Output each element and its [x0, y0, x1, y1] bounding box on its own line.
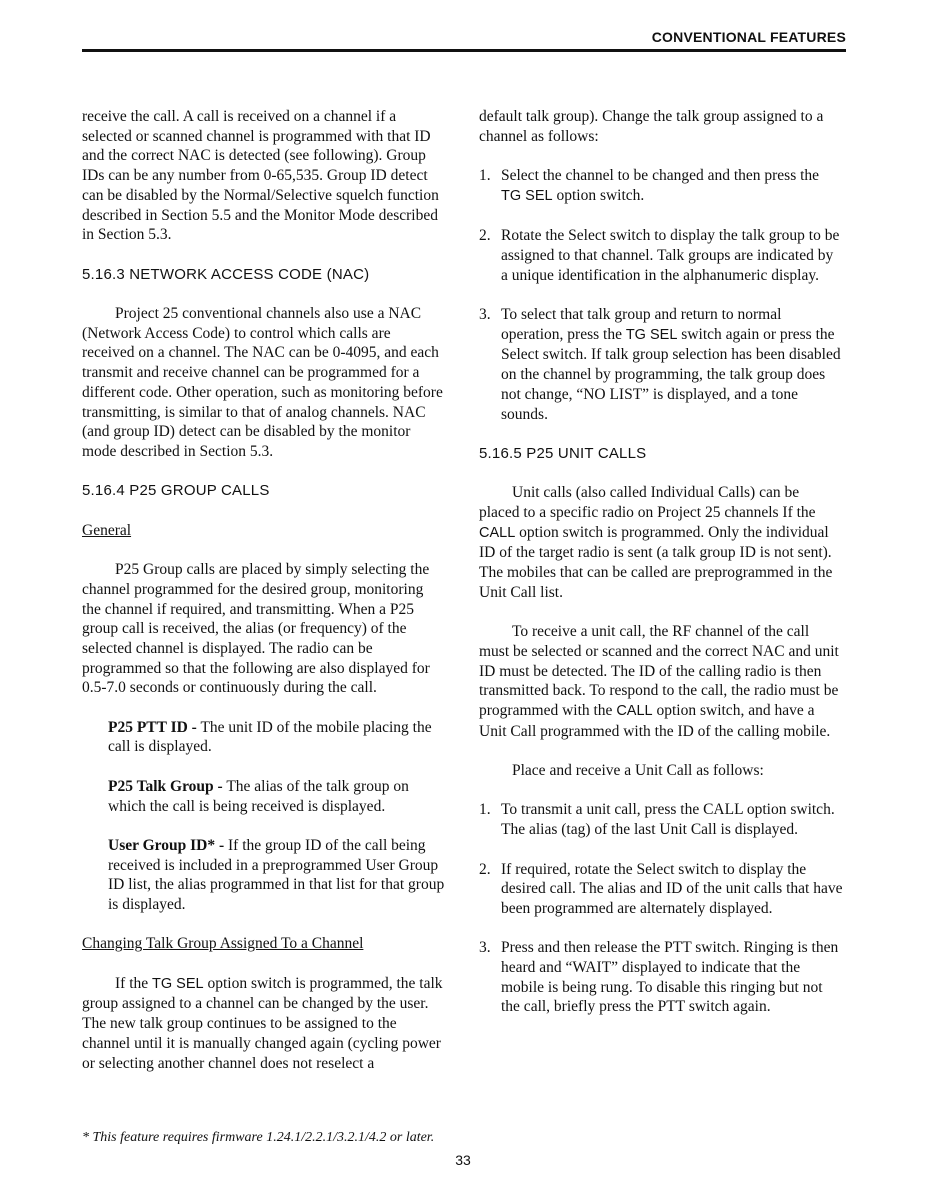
- subheading-general: General: [82, 521, 132, 539]
- right-column: [479, 107, 843, 1017]
- text-run: option switch is programmed, the talk group assigned to a channel can be changed by the user. The new talk group continues to be assigned to the channel until it is manually changed again (cycling power or selecting another channel does not reselect a: [82, 974, 443, 1072]
- step-number: 1.: [479, 801, 491, 819]
- paragraph: default talk group). Change the talk group assigned to a channel as follows:: [479, 108, 824, 145]
- text-run: switch again or press the Select switch. If talk group selection has been disabled on the channel by programming, the talk group does not change, “NO LIST” is displayed, and a tone sounds.: [501, 325, 841, 423]
- text-run: To select that talk group and return to normal operation, press the: [501, 305, 782, 343]
- subheading-changing-talk-group: Changing Talk Group Assigned To a Channel: [82, 935, 364, 953]
- key-label: CALL: [616, 703, 653, 719]
- paragraph: [479, 622, 843, 741]
- text-run: option switch, and have a Unit Call programmed with the ID of the calling mobile.: [479, 702, 831, 740]
- text-run: option switch is programmed. Only the individual ID of the target radio is sent (a talk group ID is not sent). The mobiles that can be called are preprogrammed in the Unit Call list.: [479, 523, 833, 601]
- definition-text: The unit ID of the mobile placing the call is displayed.: [108, 718, 432, 756]
- text-run: Rotate the Select switch to display the talk group to be assigned to that channel. Talk groups are indicated by a unique identification in the alphanumeric display.: [501, 227, 840, 284]
- definition-talk-group: [108, 777, 446, 816]
- paragraph: P25 Group calls are placed by simply selecting the channel programmed for the desired group, monitoring the channel if required, and transmitting. When a P25 group call is received, the alias (or frequency) of the selected channel is displayed. The radio can be programmed so that the following are also displayed for 0.5-7.0 seconds or continuously during the call.: [82, 561, 430, 697]
- key-label: CALL: [479, 524, 516, 541]
- step-number: 3.: [479, 305, 491, 323]
- list-item: [479, 305, 843, 424]
- step-number: 2.: [479, 860, 491, 878]
- paragraph: [479, 483, 843, 602]
- list-item: [479, 166, 843, 206]
- section-heading-nac: 5.16.3 NETWORK ACCESS CODE (NAC): [82, 265, 370, 283]
- left-column: [82, 107, 446, 1073]
- footnote: * This feature requires firmware 1.24.1/2.2.1/3.2.1/4.2 or later.: [82, 1130, 435, 1145]
- list-item: [479, 800, 843, 839]
- text-run: If the: [115, 974, 153, 992]
- section-heading-group-calls: 5.16.4 P25 GROUP CALLS: [82, 482, 270, 500]
- text-run: Select the channel to be changed and then press the: [501, 167, 820, 185]
- text-run: Press and then release the PTT switch. Ringing is then heard and “WAIT” displayed to indicate that the mobile is being rung. To disable this ringing but not the call, briefly press the PTT switch again.: [501, 939, 839, 1016]
- definition-term: User Group ID* -: [108, 836, 225, 854]
- paragraph: [82, 974, 446, 1074]
- running-header: CONVENTIONAL FEATURES: [651, 29, 846, 45]
- paragraph: Place and receive a Unit Call as follows:: [512, 762, 764, 780]
- text-run: To receive a unit call, the RF channel of the call must be selected or scanned and the correct NAC and unit ID must be detected. The ID of the calling radio is then transmitted back. To respond to the call, the radio must be programmed with the: [479, 623, 839, 719]
- list-item: [479, 226, 843, 285]
- section-heading-unit-calls: 5.16.5 P25 UNIT CALLS: [479, 444, 647, 462]
- definition-text: If the group ID of the call being received is included in a preprogrammed User Group ID list, the alias programmed in that list for that group is displayed.: [108, 836, 445, 913]
- key-label: TG SEL: [625, 326, 678, 343]
- text-run: option switch.: [552, 186, 645, 204]
- unit-call-steps-list: [479, 800, 843, 1017]
- talk-group-steps-list: [479, 166, 843, 424]
- step-number: 2.: [479, 227, 491, 245]
- text-run: To transmit a unit call, press the CALL option switch. The alias (tag) of the last Unit Call is displayed.: [501, 801, 835, 839]
- definition-ptt-id: [108, 718, 446, 757]
- paragraph: receive the call. A call is received on a channel if a selected or scanned channel is programmed with that ID and the correct NAC is detected (see following). Group IDs can be any number from 0-65,535. Group ID detect can be disabled by the Normal/Selective squelch function described in Section 5.5 and the Monitor Mode described in Section 5.3.: [82, 108, 439, 244]
- key-label: TG SEL: [501, 187, 553, 204]
- header-rule: [82, 49, 846, 52]
- list-item: [479, 860, 843, 919]
- definition-user-group-id: [108, 836, 446, 915]
- definition-term: P25 PTT ID -: [108, 718, 197, 736]
- key-label: TG SEL: [152, 975, 204, 992]
- list-item: [479, 938, 843, 1017]
- text-run: If required, rotate the Select switch to display the desired call. The alias and ID of the unit calls that have been programmed are alternately displayed.: [501, 860, 843, 917]
- definition-term: P25 Talk Group -: [108, 777, 223, 795]
- page-number: 33: [455, 1152, 471, 1168]
- definition-text: The alias of the talk group on which the call is being received is displayed.: [108, 777, 409, 815]
- text-run: Unit calls (also called Individual Calls) can be placed to a specific radio on Project 25 channels If the: [479, 484, 816, 521]
- step-number: 1.: [479, 167, 491, 185]
- step-number: 3.: [479, 939, 491, 957]
- paragraph: Project 25 conventional channels also use a NAC (Network Access Code) to control which calls are received on a channel. The NAC can be 0-4095, and each transmit and receive channel can be programmed for a different code. Other operation, such as monitoring before transmitting, is similar to that of analog channels. NAC (and group ID) detect can be disabled by the monitor mode described in Section 5.3.: [82, 305, 443, 460]
